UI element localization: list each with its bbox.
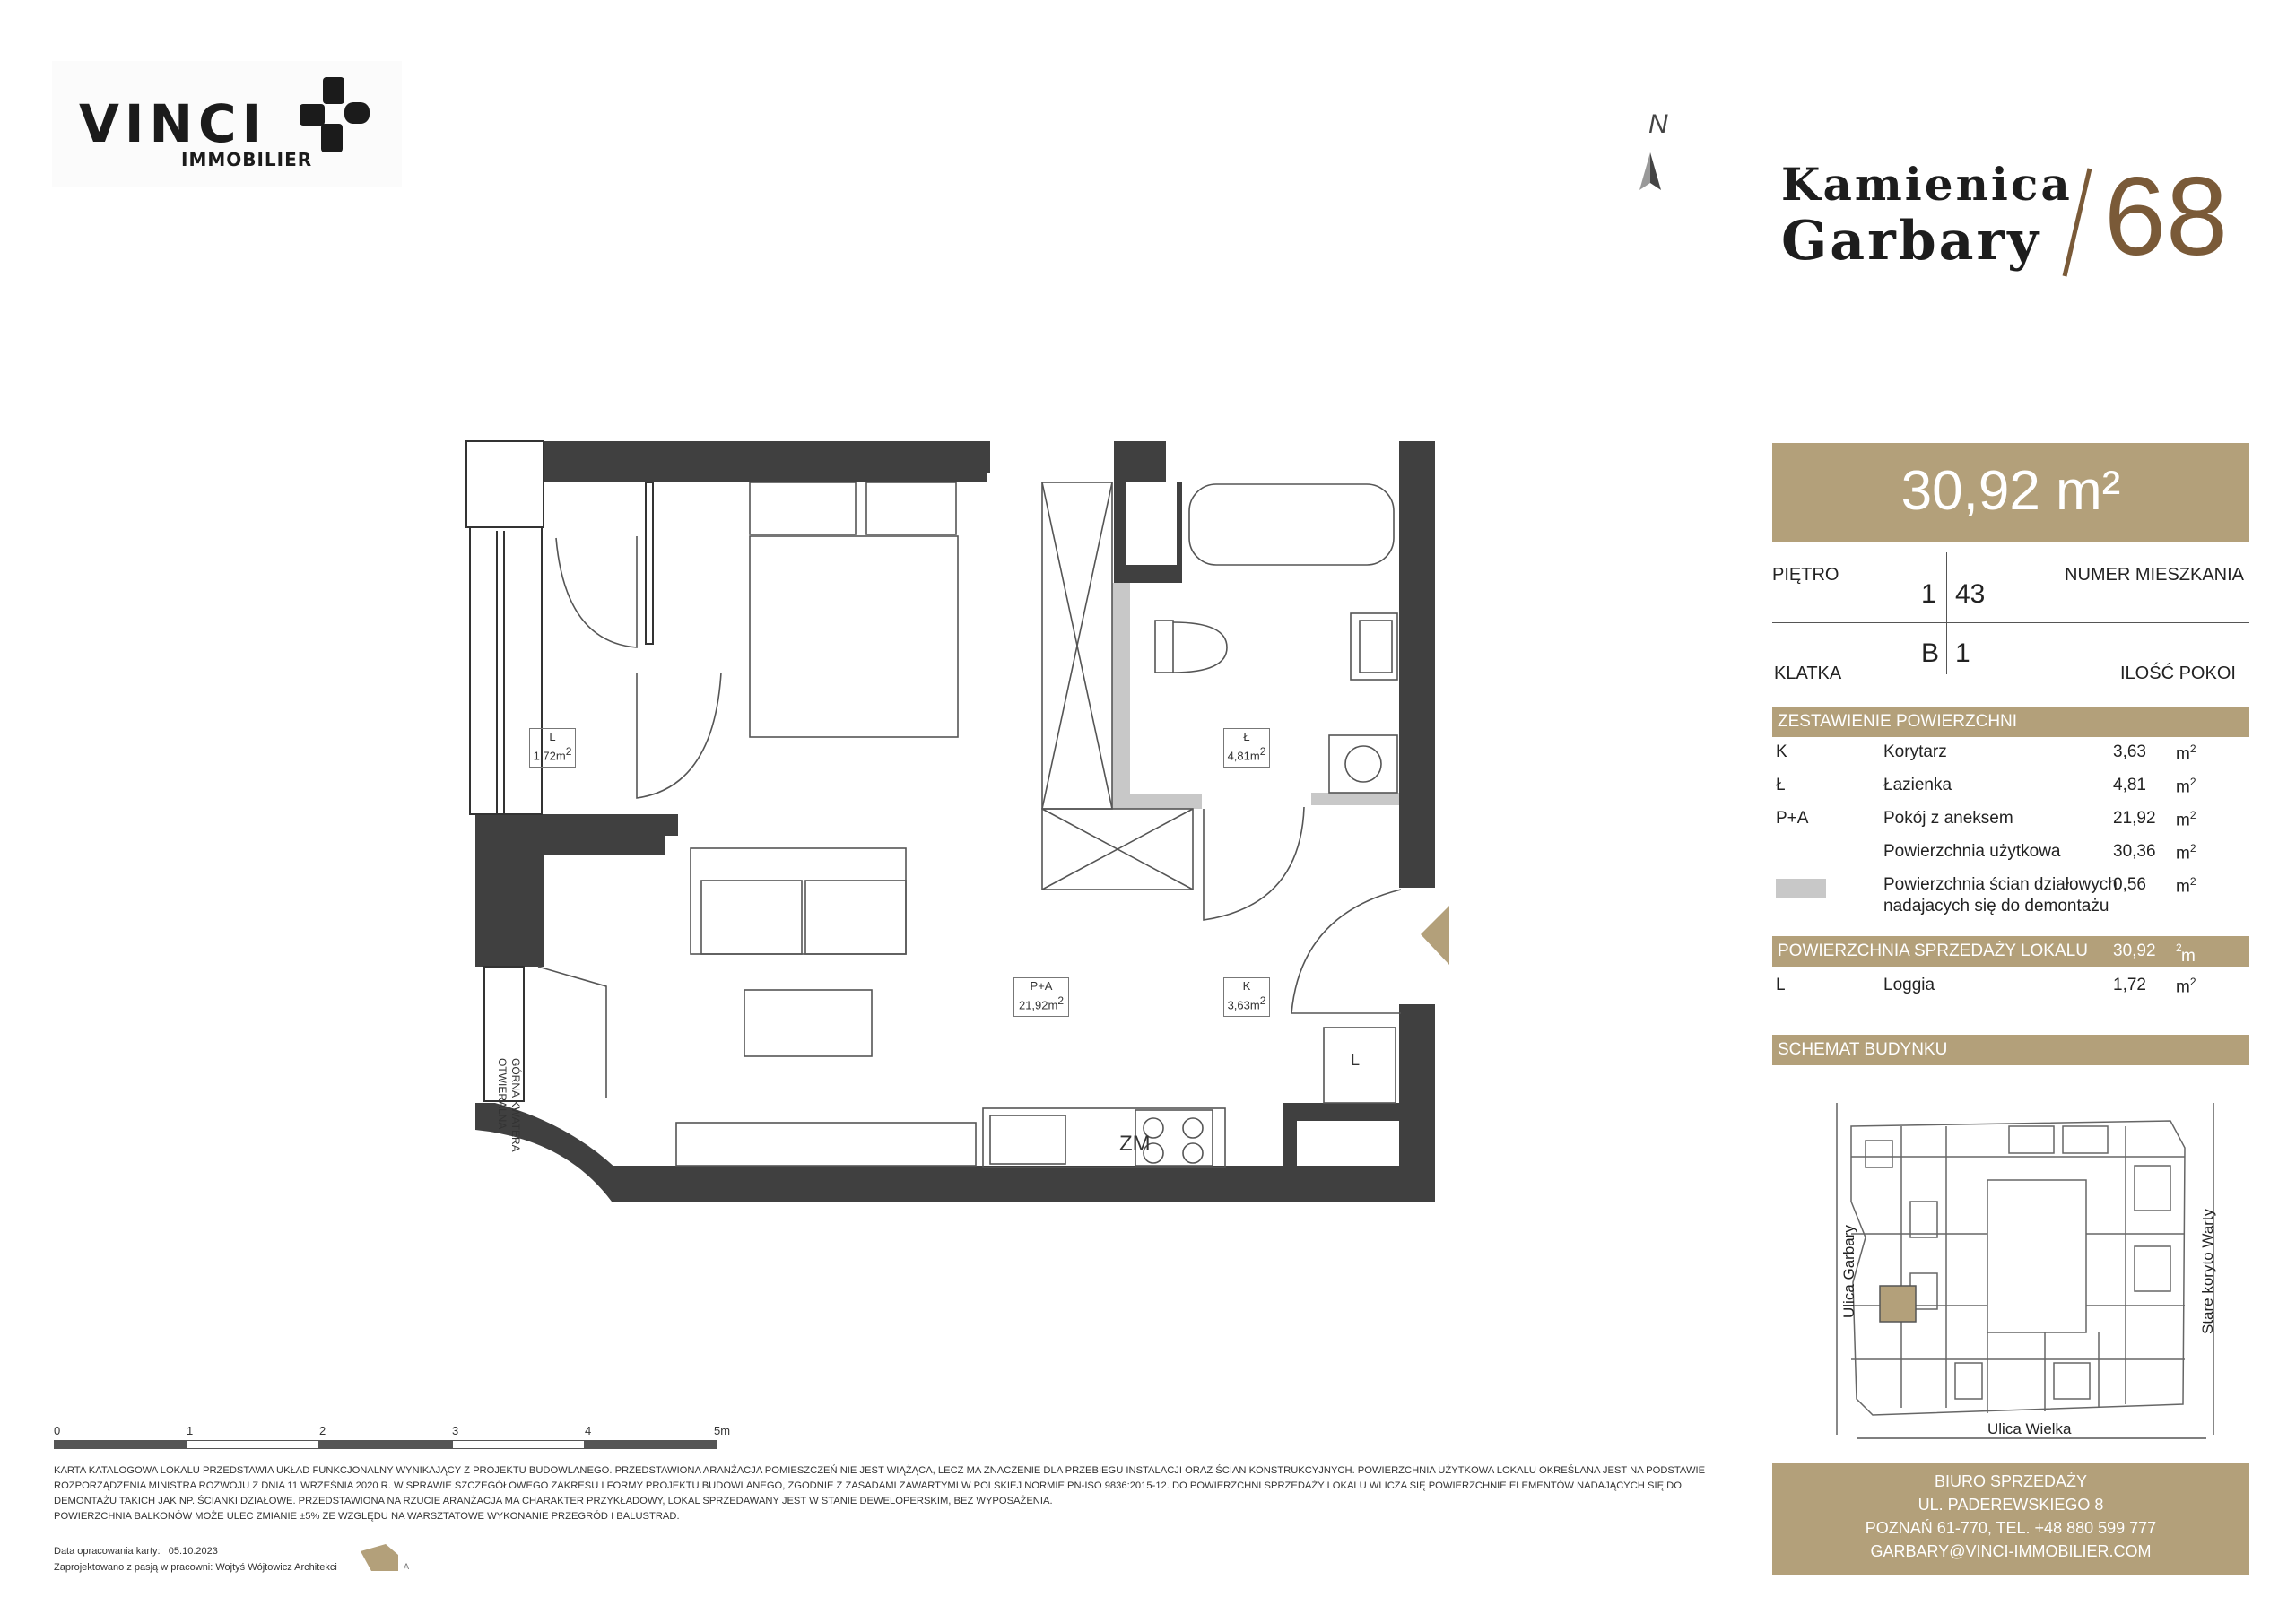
area-row-name: Pokój z aneksem [1883,809,2013,828]
floor-label: PIĘTRO [1772,565,1839,585]
staircase-value: B [1921,638,1940,668]
date-info [54,1546,218,1557]
logo-plus-icon [300,77,371,154]
area-row-code: P+A [1776,809,1809,828]
hall-code: K [1242,979,1251,993]
loggia-area-sup: 2 [565,745,572,758]
walls-line1: Powierzchnia ścian działowych [1883,875,2118,894]
wall-swatch [1776,879,1826,898]
scale-segment [319,1440,452,1449]
disclaimer-line: ROZPORZĄDZENIA MINISTRA ROZWOJU Z DNIA 11 WRZEŚNIA 2020 R. W SPRAWIE SZCZEGÓŁOWEGO ZAKRESU I FORMY PROJEKTU BUDOWLANEGO, ZGODNIE Z ZASADAMI ZAWARTYMI W POLSKIEJ NORMIE PN-ISO 9836:2015-12. DO POWIERZCHNI SPRZEDAŻY LOKALU WLICZA SIĘ POWIERZCHNIE ELEMENTÓW NADAJĄCYCH SIĘ DO [54,1480,1682,1491]
area-row-unit [2176,842,2196,864]
window-note-line2: OTWIERALNA [496,1058,509,1130]
bathroom-code: Ł [1243,730,1250,743]
street-bottom: Ulica Wielka [1987,1420,2072,1437]
project-name-line2: Garbary [1781,210,2042,273]
building-scheme-title: SCHEMAT BUDYNKU [1778,1040,1948,1059]
hall-area [1224,994,1269,1012]
window-note-line1: GÓRNA KWATERA [509,1058,522,1152]
north-arrow-icon [1638,152,1663,192]
building-scheme-header [1772,1035,2249,1065]
summary-divider [1772,622,2249,623]
architect-logo-icon [359,1542,413,1573]
loggia-unit-text: m [2176,977,2190,997]
date-value: 05.10.2023 [168,1546,218,1557]
apartment-number-value: 43 [1955,579,1986,609]
sales-area-title: POWIERZCHNIA SPRZEDAŻY LOKALU [1778,942,2088,960]
street-right: Stare koryto Warty [2199,1208,2216,1334]
room-area-value: 21,92m [1018,998,1058,1012]
walls-unit-text: m [2176,877,2190,897]
scale-tick-5: 5m [714,1424,731,1437]
sales-office-line3: POZNAŃ 61-770, TEL. +48 880 599 777 [1865,1519,2157,1537]
logo-subtitle: IMMOBILIER [181,149,313,170]
designer-info: Zaprojektowano z pasją w pracowni: Wojtyś Wójtowicz Architekci [54,1562,337,1573]
area-row-value: 30,36 [2113,842,2156,861]
disclaimer [54,1463,1758,1524]
sales-area-unit-sup: 2 [2176,942,2182,954]
walls-line2: nadajacych się do demontażu [1883,897,2109,916]
loggia-value-row: 1,72 [2113,976,2146,994]
project-name-line1: Kamienica [1781,158,2073,211]
summary-divider [1946,552,1947,674]
scale-tick-1: 1 [187,1424,194,1437]
floor-value: 1 [1921,579,1936,609]
sales-office-line1: BIURO SPRZEDAŻY [1934,1472,2088,1490]
area-row-code: K [1776,742,1787,761]
area-row-unit-sup: 2 [2189,776,2196,788]
scale-tick-2: 2 [319,1424,326,1437]
room-area [1014,994,1068,1012]
sales-area-unit [2176,942,2196,966]
sales-area-unit-text: m [2181,947,2196,966]
rooms-label: ILOŚĆ POKOI [2120,664,2236,683]
area-row-unit [2176,776,2196,797]
total-area-box [1772,443,2249,542]
disclaimer-line: KARTA KATALOGOWA LOKALU PRZEDSTAWIA UKŁAD FUNKCJONALNY WYNIKAJĄCY Z PROJEKTU BUDOWLANEGO. PRZEDSTAWIONA ARANŻACJA POMIESZCZEŃ NIE JEST WIĄŻĄCA, LECZ MA ZNACZENIE DLA PRZEBIEGU INSTALACJI ORAZ ŚCIAN KONSTRUKCYJNYCH. POWIERZCHNIA UŻYTKOWA LOKALU OKREŚLANA JEST NA PODSTAWIE [54,1465,1706,1476]
scale-tick-4: 4 [585,1424,592,1437]
scale-bar [54,1424,731,1451]
window-note [495,1058,522,1184]
sales-office-box [1772,1463,2249,1575]
bathroom-label [1223,728,1270,768]
scale-segment [452,1440,585,1449]
bathroom-area [1224,744,1269,763]
room-label [1013,977,1069,1017]
area-row-unit-text: m [2176,777,2190,797]
areas-section-header [1772,707,2249,737]
loggia-code-row: L [1776,976,1786,994]
sales-office-email[interactable]: GARBARY@VINCI-IMMOBILIER.COM [1870,1542,2152,1560]
area-row-unit-text: m [2176,811,2190,830]
walls-unit-sup: 2 [2189,875,2196,888]
loggia-name-row: Loggia [1883,976,1935,994]
cabinet-label: L [1351,1051,1361,1069]
area-row-code: Ł [1776,776,1786,794]
room-code: P+A [1030,979,1053,993]
staircase-label: KLATKA [1774,664,1842,683]
area-row-unit-sup: 2 [2189,809,2196,821]
total-area: 30,92 m² [1900,460,2121,522]
area-row-unit-text: m [2176,844,2190,864]
walls-value: 0,56 [2113,875,2146,894]
disclaimer-line: POWIERZCHNIA BALKONÓW MOŻE ULEC ZMIANIE ±5% ZE WZGLĘDU NA WARSZTATOWE WYKONANIE PRZEGRÓD I BALUSTRAD. [54,1511,680,1522]
street-left: Ulica Garbary [1840,1225,1857,1318]
area-row-name: Powierzchnia użytkowa [1883,842,2061,861]
loggia-area-value: 1,72m [533,749,566,763]
svg-text:A: A [404,1562,410,1571]
project-number: 68 [2104,155,2228,279]
loggia-unit-row [2176,976,2196,997]
building-scheme-map [1830,1094,2224,1444]
zm-label: ZM [1119,1132,1151,1156]
area-row-unit-sup: 2 [2189,842,2196,855]
areas-section-title: ZESTAWIENIE POWIERZCHNI [1778,712,2018,731]
sales-office-line2: UL. PADEREWSKIEGO 8 [1918,1496,2104,1514]
area-row-unit-text: m [2176,744,2190,764]
bathroom-area-value: 4,81m [1227,749,1260,763]
room-area-sup: 2 [1057,994,1065,1007]
disclaimer-line: DEMONTAŻU TAKICH JAK NP. ŚCIANKI DZIAŁOWE. PRZEDSTAWIONA NA RZUCIE ARANŻACJA MA CHARAKTER PRZYKŁADOWY, LOKAL SPRZEDAWANY JEST W STANIE DEWELOPERSKIM, BEZ WYPOSAŻENIA. [54,1496,1053,1506]
sales-area-value: 30,92 [2113,942,2156,960]
bathroom-area-sup: 2 [1259,745,1266,758]
floor-plan [448,430,1471,1237]
area-row-name: Łazienka [1883,776,1952,794]
hall-label [1223,977,1270,1017]
scale-segment [187,1440,319,1449]
scale-segment [585,1440,718,1449]
loggia-unit-sup: 2 [2189,976,2196,988]
north-label: N [1648,109,1668,139]
brand-slash-icon [2059,167,2095,278]
hall-area-value: 3,63m [1227,998,1260,1012]
hall-area-sup: 2 [1259,994,1266,1007]
date-label: Data opracowania karty: [54,1546,161,1557]
sales-area-header [1772,936,2249,967]
scale-tick-0: 0 [54,1424,61,1437]
apartment-number-label: NUMER MIESZKANIA [2065,565,2245,585]
scale-tick-3: 3 [452,1424,459,1437]
loggia-label [529,728,576,768]
area-row-value: 4,81 [2113,776,2146,794]
area-row-unit [2176,809,2196,830]
area-row-value: 21,92 [2113,809,2156,828]
scale-segment [54,1440,187,1449]
loggia-code: L [549,730,556,743]
rooms-value: 1 [1955,638,1970,668]
logo-wordmark: VINCI [79,93,267,154]
area-row-name: Korytarz [1883,742,1947,761]
loggia-area [530,744,575,763]
vinci-logo [52,61,402,187]
walls-unit [2176,875,2196,897]
area-row-unit-sup: 2 [2189,742,2196,755]
area-row-unit [2176,742,2196,764]
area-row-value: 3,63 [2113,742,2146,761]
